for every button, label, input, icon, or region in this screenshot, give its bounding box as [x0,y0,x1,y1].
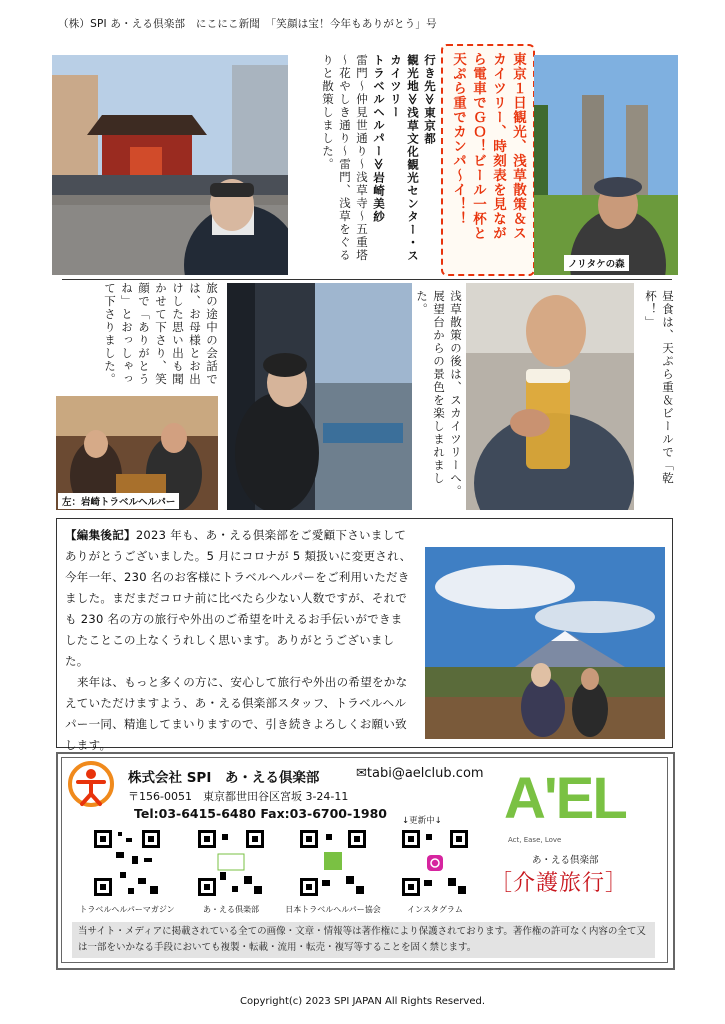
itinerary-route: 雷門～仲見世通り～浅草寺～五重塔～花やしき通り～雷門、浅草をぐるりと散策しました。 [321,54,369,262]
qr-label-aelclub: あ・える倶楽部 [203,905,259,914]
newsletter-header: （株）SPI あ・える倶楽部 にこにこ新聞 「笑顔は宝！今年もありがとう」号 [58,18,437,30]
qr-code-travel-helper-association[interactable] [298,828,368,898]
qr-label-magazine: トラベルヘルパーマガジン [79,905,175,914]
ael-logo-text: A'EL [504,766,626,831]
company-email[interactable]: tabi@aelclub.com [366,766,484,781]
itinerary-text [288,54,438,272]
itinerary-spots: 観光地≫浅草文化観光センター・スカイツリー [389,54,420,263]
qr-label-instagram: インスタグラム [407,905,463,914]
photo-skytree-view [227,283,412,510]
photo-meal-with-helper [56,396,218,510]
caption-left-helper: 左：岩崎トラベルヘルパー [58,493,179,509]
ael-logo-tagline: Act, Ease, Love [508,836,562,844]
photo-beer-toast [466,283,634,510]
headline-line-3: ら電車でＧＯ！ビール一杯と [470,52,486,241]
editor-postscript-text [65,525,413,756]
headline-box [441,44,535,276]
care-travel-label: ［介護旅行］ [490,871,629,896]
editor-paragraph-1: 2023 年も、あ・える倶楽部をご愛顧下さいましてありがとうございました。5 月にコロナが 5 類扱いに変更され、今年一年、230 名のお客様にトラベルヘルパーをご利用いただきました。まだまだコロナ前に比べたら少ない人数ですが、それでも 230 名の方の旅行や外出のご希望を叶えるお手伝いができましたことこの上なくうれしく思います。ありがとうございました。 [65,528,412,668]
headline-line-2: カイツリー、時刻表を見なが [490,52,506,241]
company-box [56,752,675,970]
copyright-notice-box [72,922,655,958]
company-phone: Tel:03-6415-6480 Fax:03-6700-1980 [134,806,387,821]
editor-postscript-box [56,518,673,752]
company-logo-icon [66,760,116,808]
ael-logo-name: あ・える倶楽部 [532,855,599,866]
ael-logo [504,768,654,838]
editor-paragraph-2: 来年は、もっと多くの方に、安心して旅行や外出の希望をかなえていただけますよう、あ・える倶楽部スタッフ、トラベルヘルパー一同、精進してまいりますので、引き続きよろしくお願い致します。 [65,675,408,752]
skytree-image [227,283,412,510]
update-label: ↓更新中↓ [402,816,442,826]
noritake-forest-image [534,55,678,275]
qr-label-association: 日本トラベルヘルパー協会 [285,905,381,914]
qr-code-instagram[interactable] [400,828,470,898]
caption-noritake-forest: ノリタケの森 [564,255,629,271]
qr-code-magazine[interactable] [92,828,162,898]
photo-mt-fuji [425,547,665,739]
headline-line-1: 東京１日観光、浅草散策＆ス [510,52,526,241]
divider-top [62,279,672,280]
itinerary-destination: 行き先≫東京都 [423,54,437,146]
photo-noritake-forest [534,55,678,275]
text-lunch: 昼食は、天ぷら重＆ビールで「乾杯！」 [644,290,675,485]
editor-label: 【編集後記】 [65,528,136,542]
footer-copyright: Copyright(c) 2023 SPI JAPAN All Rights Reserved. [240,996,485,1007]
headline-line-4: 天ぷら重でカンパ～イ！！ [450,52,466,226]
mail-icon: ✉ [356,766,367,781]
photo-kaminarimon [52,55,288,275]
copyright-notice-text: 当サイト・メディアに掲載されている全ての画像・文章・情報等は著作権により保護されております。著作権の許可なく内容の全て又は一部をいかなる手段においても複製・転載・流用・転売・複写等することを固く禁じます。 [78,926,646,953]
text-skytree: 浅草散策の後は、スカイツリーへ。展望台からの景色を楽しまれました。 [415,290,463,498]
text-conversation: 旅の途中の会話では、お母様とお出けした思い出も聞かせて下さり、笑顔で「ありがとうね」とおっしゃって下さりました。 [103,282,219,386]
qr-code-aelclub[interactable] [196,828,266,898]
company-name: 株式会社 SPI あ・える倶楽部 [128,770,320,786]
email-row[interactable] [356,766,484,781]
company-address: 〒156-0051 東京都世田谷区宮坂 3-24-11 [128,790,349,803]
beer-toast-image [466,283,634,510]
itinerary-helper: トラベルヘルパー≫岩崎美紗 [372,54,386,224]
kaminarimon-image [52,55,288,275]
mt-fuji-image [425,547,665,739]
